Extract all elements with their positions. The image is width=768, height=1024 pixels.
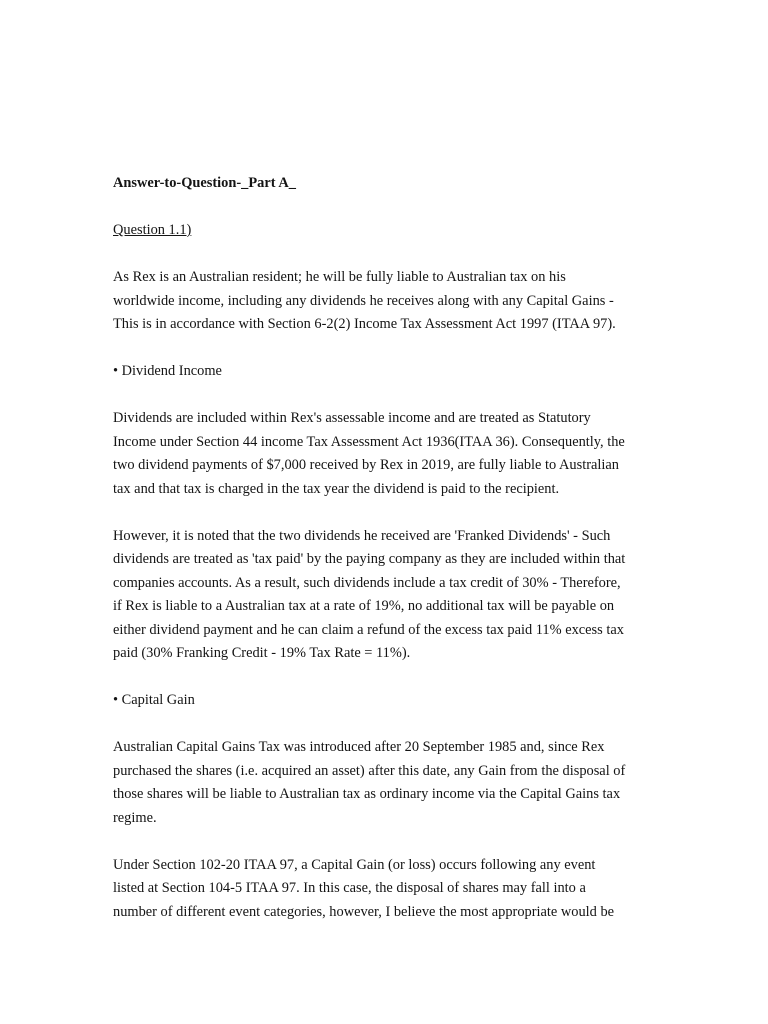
paragraph-line: listed at Section 104-5 ITAA 97. In this case, the disposal of shares may fall into a bbox=[113, 880, 586, 896]
paragraph-line: either dividend payment and he can claim a refund of the excess tax paid 11% excess tax bbox=[113, 621, 624, 638]
dividend-paragraph-1 bbox=[113, 407, 673, 501]
question-label: Question 1.1) bbox=[113, 222, 192, 238]
answer-heading: Answer-to-Question-_Part A_ bbox=[113, 175, 296, 191]
paragraph-line: number of different event categories, however, I believe the most appropriate would be bbox=[113, 903, 615, 920]
capital-paragraph-2 bbox=[113, 854, 673, 925]
paragraph-line: those shares will be liable to Australian tax as ordinary income via the Capital Gains tax bbox=[113, 786, 621, 802]
document-body bbox=[113, 172, 673, 948]
paragraph-line: two dividend payments of $7,000 received by Rex in 2019, are fully liable to Australian bbox=[113, 457, 619, 473]
paragraph-line: purchased the shares (i.e. acquired an asset) after this date, any Gain from the disposal of bbox=[113, 762, 626, 779]
bullet-dividend-income: • Dividend Income bbox=[113, 363, 222, 379]
paragraph-line: companies accounts. As a result, such dividends include a tax credit of 30% - Therefore, bbox=[113, 574, 621, 591]
intro-paragraph bbox=[113, 266, 673, 337]
paragraph-line: paid (30% Franking Credit - 19% Tax Rate = 11%). bbox=[113, 645, 411, 661]
paragraph-line: However, it is noted that the two dividends he received are 'Franked Dividends' - Such bbox=[113, 527, 611, 544]
paragraph-line: tax and that tax is charged in the tax year the dividend is paid to the recipient. bbox=[113, 480, 560, 497]
paragraph-line: Dividends are included within Rex's assessable income and are treated as Statutory bbox=[113, 410, 591, 426]
dividend-paragraph-2 bbox=[113, 525, 673, 666]
paragraph-line: regime. bbox=[113, 809, 157, 826]
paragraph-line: As Rex is an Australian resident; he will be fully liable to Australian tax on his bbox=[113, 269, 566, 285]
paragraph-line: if Rex is liable to a Australian tax at a rate of 19%, no additional tax will be payable on bbox=[113, 598, 615, 614]
paragraph-line: This is in accordance with Section 6-2(2) Income Tax Assessment Act 1997 (ITAA 97). bbox=[113, 316, 616, 332]
paragraph-line: Income under Section 44 income Tax Assessment Act 1936(ITAA 36). Consequently, the bbox=[113, 433, 625, 450]
paragraph-line: worldwide income, including any dividends he receives along with any Capital Gains - bbox=[113, 292, 614, 309]
paragraph-line: Australian Capital Gains Tax was introduced after 20 September 1985 and, since Rex bbox=[113, 739, 605, 755]
paragraph-line: dividends are treated as 'tax paid' by the paying company as they are included within that bbox=[113, 551, 626, 567]
capital-paragraph-1 bbox=[113, 736, 673, 830]
paragraph-line: Under Section 102-20 ITAA 97, a Capital Gain (or loss) occurs following any event bbox=[113, 856, 596, 873]
bullet-capital-gain: • Capital Gain bbox=[113, 692, 195, 708]
